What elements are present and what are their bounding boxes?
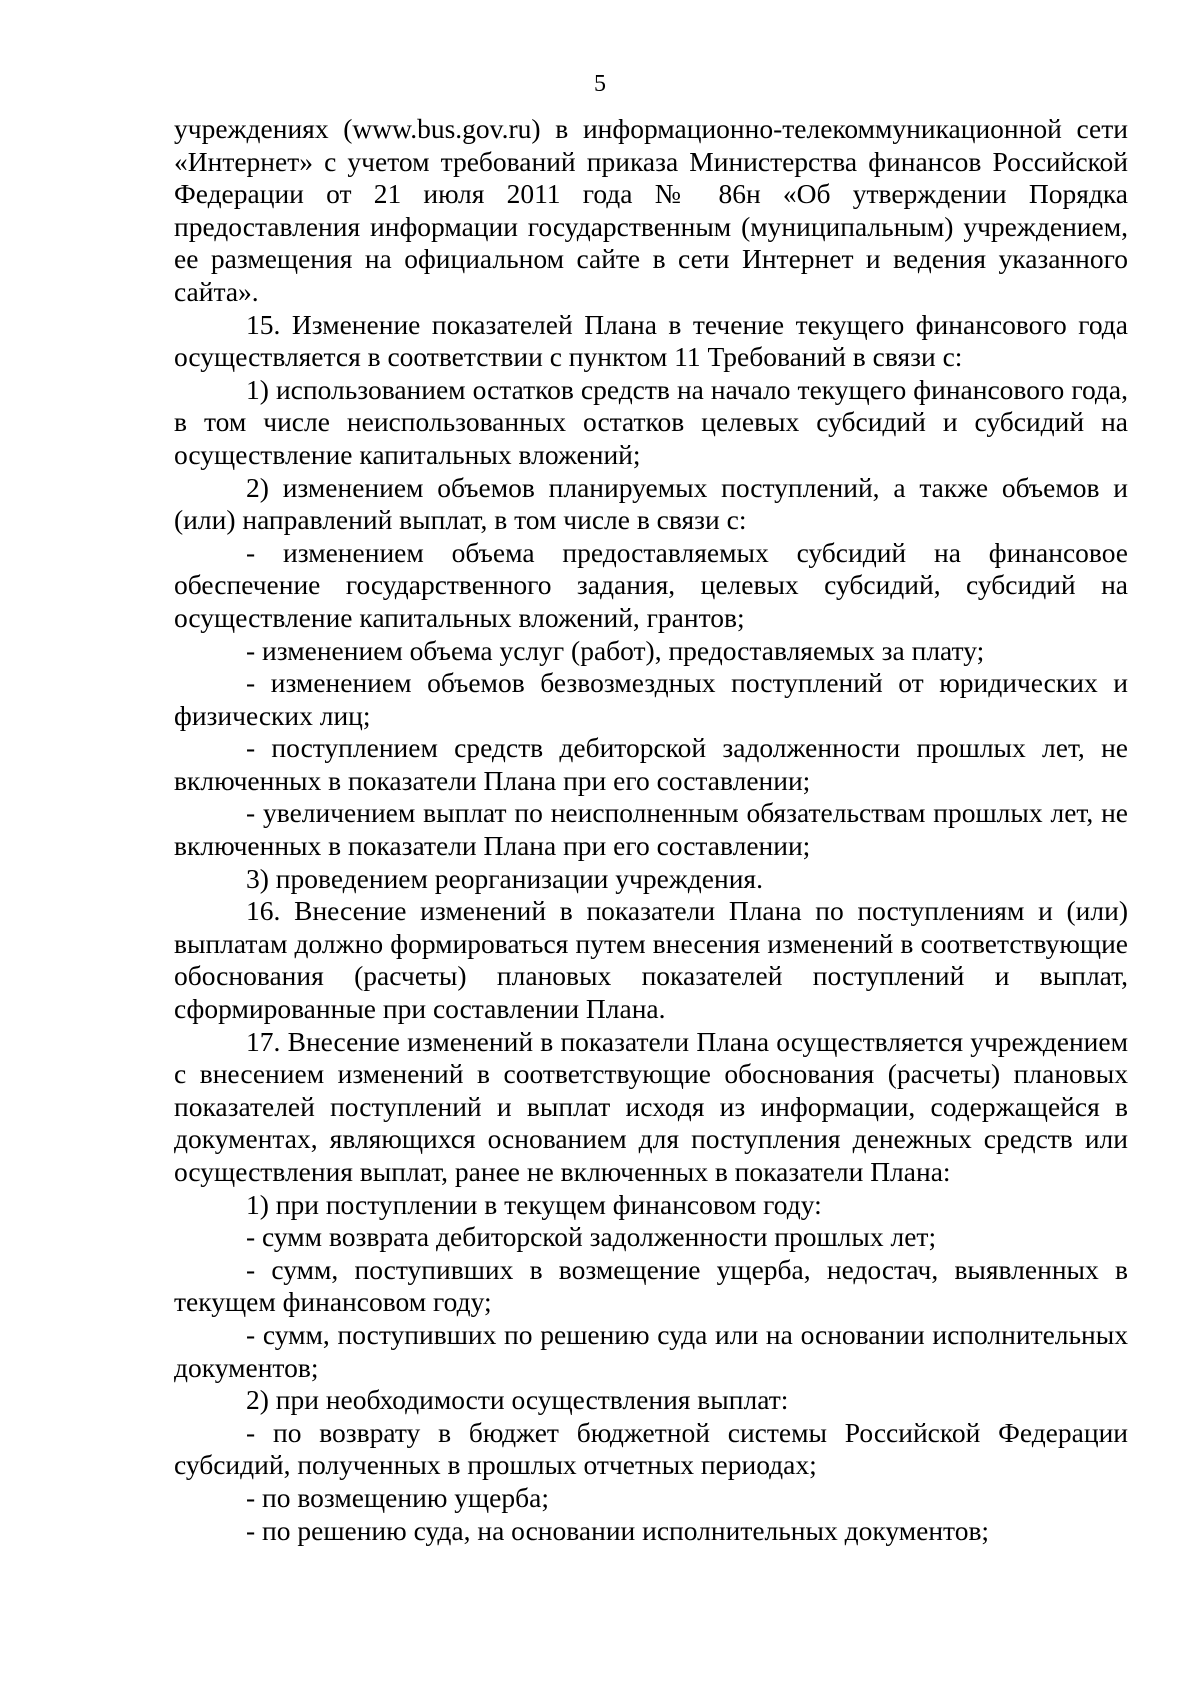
paragraph-item-15-2-dash: - изменением объемов безвозмездных поступлений от юридических и физических лиц; <box>174 667 1128 731</box>
paragraph-item-15: 15. Изменение показателей Плана в течение текущего финансового года осуществляется в соответствии с пунктом 11 Требований в связи с: <box>174 308 1128 373</box>
paragraph-item-15-2-dash: - поступлением средств дебиторской задолженности прошлых лет, не включенных в показатели Плана при его составлении; <box>174 732 1128 796</box>
paragraph-item-17-2-dash: - по возмещению ущерба; <box>246 1481 549 1513</box>
paragraph-item-17-2-dash: - по решению суда, на основании исполнительных документов; <box>246 1514 990 1546</box>
paragraph-item-17-2: 2) при необходимости осуществления выплат: <box>246 1384 789 1416</box>
document-body <box>174 113 1128 1547</box>
paragraph-item-16: 16. Внесение изменений в показатели Плана по поступлениям и (или) выплатам должно формироваться путем внесения изменений в соответствующие обоснования (расчеты) плановых показателей поступлений и выплат, сформированные при составлении Плана. <box>174 895 1128 1025</box>
paragraph-item-15-3: 3) проведением реорганизации учреждения. <box>246 862 763 894</box>
page-number: 5 <box>594 71 606 97</box>
paragraph-item-17-1: 1) при поступлении в текущем финансовом году: <box>246 1188 822 1220</box>
paragraph-item-17: 17. Внесение изменений в показатели Плана осуществляется учреждением с внесением изменений в соответствующие обоснования (расчеты) плановых показателей поступлений и выплат исходя из информации, содержащейся в документах, являющихся основанием для поступления денежных средств или осуществления выплат, ранее не включенных в показатели Плана: <box>174 1025 1128 1187</box>
paragraph-item-15-2-dash: - изменением объема услуг (работ), предоставляемых за плату; <box>246 634 985 666</box>
paragraph-continuation: учреждениях (www.bus.gov.ru) в информационно-телекоммуникационной сети «Интернет» с учетом требований приказа Министерства финансов Российской Федерации от 21 июля 2011 года № 86н «Об утверждении Порядка предоставления информации государственным (муниципальным) учреждением, ее размещения на официальном сайте в сети Интернет и ведения указанного сайта». <box>174 113 1128 307</box>
paragraph-item-17-1-dash: - сумм, поступивших в возмещение ущерба, недостач, выявленных в текущем финансовом году; <box>174 1253 1128 1318</box>
paragraph-item-17-1-dash: - сумм возврата дебиторской задолженности прошлых лет; <box>246 1221 937 1253</box>
paragraph-item-17-2-dash: - по возврату в бюджет бюджетной системы Российской Федерации субсидий, полученных в прошлых отчетных периодах; <box>174 1416 1128 1481</box>
paragraph-item-15-2-dash: - увеличением выплат по неисполненным обязательствам прошлых лет, не включенных в показатели Плана при его составлении; <box>174 797 1128 862</box>
paragraph-item-15-2: 2) изменением объемов планируемых поступлений, а также объемов и (или) направлений выплат, в том числе в связи с: <box>174 471 1128 536</box>
paragraph-item-15-2-dash: - изменением объема предоставляемых субсидий на финансовое обеспечение государственного задания, целевых субсидий, субсидий на осуществление капитальных вложений, грантов; <box>174 536 1128 633</box>
paragraph-item-17-1-dash: - сумм, поступивших по решению суда или на основании исполнительных документов; <box>174 1318 1128 1383</box>
paragraph-item-15-1: 1) использованием остатков средств на начало текущего финансового года, в том числе неиспользованных остатков целевых субсидий и субсидий на осуществление капитальных вложений; <box>174 373 1128 470</box>
